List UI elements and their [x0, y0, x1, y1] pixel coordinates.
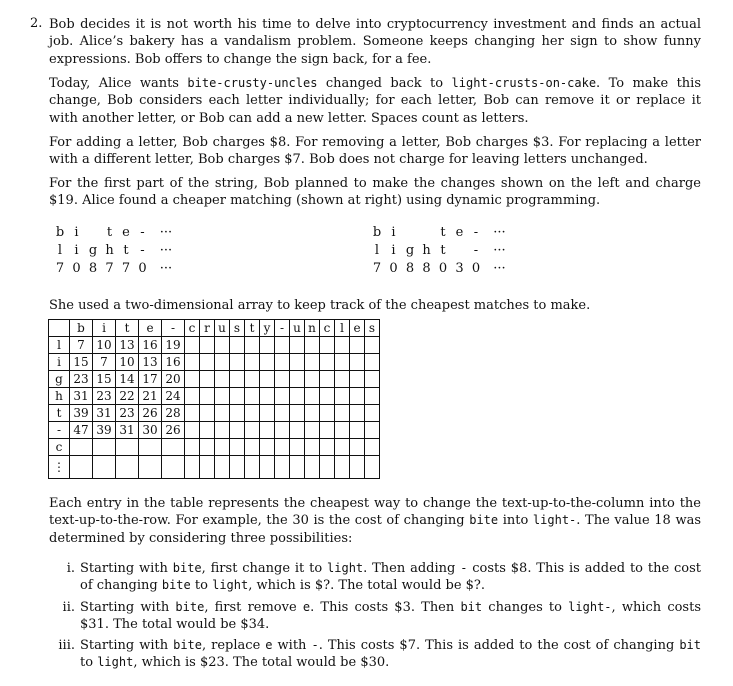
- table-row: [49, 405, 380, 422]
- target-string: light-crusts-on-cake: [451, 76, 597, 90]
- alignment-char: 0: [389, 261, 398, 276]
- item-text: Starting with: [80, 638, 174, 654]
- table-cell: [230, 388, 245, 405]
- item-text: , first change it to: [201, 561, 328, 576]
- table-cell: [275, 337, 290, 354]
- alignment-char: ···: [159, 243, 173, 258]
- table-cell: 28: [162, 405, 185, 422]
- alignment-char: ···: [493, 261, 506, 276]
- table-cell: [305, 354, 320, 371]
- alignment-char: ···: [493, 225, 506, 240]
- table-cell: [185, 337, 200, 354]
- table-cell: [365, 439, 380, 456]
- item-text: , which is $23. The total would be $30.: [133, 655, 390, 671]
- table-cell: [335, 405, 350, 422]
- table-cell: 20: [162, 371, 185, 388]
- table-cell: [335, 354, 350, 371]
- alignment-char: b: [372, 225, 382, 240]
- item-text: , which is $?. The total would be $?.: [248, 578, 486, 594]
- alignment-char: e: [455, 225, 464, 240]
- table-cell: [365, 422, 380, 439]
- row-header: l: [49, 337, 70, 354]
- table-cell: 13: [139, 354, 162, 371]
- column-header: n: [305, 320, 320, 337]
- table-cell: [185, 388, 200, 405]
- table-row: [49, 388, 380, 405]
- table-cell: [260, 337, 275, 354]
- alignment-char: -: [473, 243, 479, 258]
- table-cell: [320, 354, 335, 371]
- table-cell: 26: [162, 422, 185, 439]
- table-cell: [230, 371, 245, 388]
- column-header: -: [275, 320, 290, 337]
- code-text: bit: [679, 638, 701, 653]
- table-cell: [230, 337, 245, 354]
- row-header: i: [49, 354, 70, 371]
- table-cell: [320, 422, 335, 439]
- item-label: i.: [66, 561, 75, 576]
- table-cell: 15: [70, 354, 93, 371]
- code-text: e: [302, 599, 311, 614]
- table-cell: [245, 456, 260, 479]
- table-cell: [215, 456, 230, 479]
- table-header-row: [49, 320, 380, 337]
- table-cell: 7: [70, 337, 93, 354]
- code-text: bit: [460, 599, 483, 614]
- item-text: changes to: [482, 599, 569, 615]
- table-cell: [290, 405, 305, 422]
- table-cell: [305, 439, 320, 456]
- alignment-char: ···: [493, 243, 506, 258]
- table-cell: [116, 439, 139, 456]
- table-cell: [305, 337, 320, 354]
- table-cell: [215, 422, 230, 439]
- alignment-char: 7: [55, 261, 65, 276]
- table-cell: 31: [116, 422, 139, 439]
- alignment-char: -: [140, 225, 145, 240]
- table-cell: [335, 388, 350, 405]
- column-header: s: [230, 320, 245, 337]
- column-header: e: [139, 320, 162, 337]
- table-cell: [162, 439, 185, 456]
- table-cell: [200, 422, 215, 439]
- alignment-char: t: [440, 243, 446, 258]
- table-row: [49, 337, 380, 354]
- item-text: to: [190, 578, 213, 594]
- table-cell: 24: [162, 388, 185, 405]
- table-intro: She used a two-dimensional array to keep track of the cheapest matches to make.: [49, 298, 591, 313]
- table-cell: [365, 337, 380, 354]
- item-label: iii.: [58, 638, 75, 654]
- column-header: c: [185, 320, 200, 337]
- source-string: bite-crusty-uncles: [187, 76, 318, 90]
- item-text: to: [80, 655, 98, 671]
- table-cell: [245, 405, 260, 422]
- table-cell: [185, 405, 200, 422]
- alignment-char: g: [405, 243, 415, 258]
- alignment-char: l: [57, 243, 63, 258]
- table-cell: 10: [116, 354, 139, 371]
- dp-table: [48, 319, 380, 479]
- table-cell: 31: [70, 388, 93, 405]
- table-cell: [275, 354, 290, 371]
- alignment-char: ···: [159, 261, 173, 276]
- table-cell: [245, 388, 260, 405]
- code-text: light: [212, 578, 249, 593]
- table-cell: [93, 439, 116, 456]
- table-cell: [139, 439, 162, 456]
- table-cell: [260, 405, 275, 422]
- table-cell: [290, 456, 305, 479]
- table-cell: [275, 456, 290, 479]
- table-cell: 7: [93, 354, 116, 371]
- table-cell: [116, 456, 139, 479]
- alignment-char: i: [391, 225, 396, 240]
- table-cell: [320, 371, 335, 388]
- table-cell: [215, 337, 230, 354]
- table-cell: [335, 439, 350, 456]
- table-cell: [200, 388, 215, 405]
- problem-number: 2.: [30, 16, 43, 31]
- table-row: [49, 371, 380, 388]
- code-text: bite: [173, 638, 202, 653]
- table-cell: [275, 371, 290, 388]
- table-cell: [290, 354, 305, 371]
- alignment-char: t: [123, 243, 129, 258]
- item-text: . This costs $7. This is added to the cost of changing: [318, 638, 680, 654]
- alignment-char: i: [74, 243, 79, 258]
- plan-paragraph: For the first part of the string, Bob planned to make the changes shown on the left and charge $19. Alice found a cheaper matching (shown at right) using dynamic programming.: [49, 176, 701, 209]
- column-header: t: [116, 320, 139, 337]
- column-header: c: [320, 320, 335, 337]
- code-text: bite: [161, 578, 191, 593]
- alignment-char: h: [422, 243, 431, 258]
- table-cell: 39: [93, 422, 116, 439]
- item-text: , first remove: [204, 599, 303, 615]
- table-row: [49, 422, 380, 439]
- table-cell: [260, 439, 275, 456]
- code-text: light-: [568, 599, 612, 614]
- table-cell: [260, 456, 275, 479]
- table-cell: [350, 354, 365, 371]
- alignment-char: h: [105, 243, 114, 258]
- cost-paragraph: For adding a letter, Bob charges $8. For removing a letter, Bob charges $3. For replacing a letter with a different letter, Bob charges $7. Bob does not charge for leaving letters unchanged.: [49, 135, 701, 168]
- table-cell: [350, 337, 365, 354]
- alignment-char: 0: [72, 261, 81, 276]
- table-cell: [200, 456, 215, 479]
- alignment-char: 0: [138, 261, 147, 276]
- column-header: i: [93, 320, 116, 337]
- table-cell: [320, 388, 335, 405]
- table-corner: [49, 320, 70, 337]
- table-cell: 23: [116, 405, 139, 422]
- item-text: Starting with: [80, 561, 173, 576]
- item-text: with: [272, 638, 312, 654]
- table-cell: [320, 405, 335, 422]
- alignment-char: i: [74, 225, 79, 240]
- table-cell: 17: [139, 371, 162, 388]
- column-header: y: [260, 320, 275, 337]
- table-cell: [260, 371, 275, 388]
- table-cell: 10: [93, 337, 116, 354]
- code-text: -: [460, 561, 468, 575]
- table-cell: [350, 422, 365, 439]
- table-cell: [200, 439, 215, 456]
- table-cell: [70, 439, 93, 456]
- alignment-char: i: [391, 243, 396, 258]
- table-row: [49, 439, 380, 456]
- table-cell: [350, 405, 365, 422]
- table-cell: [305, 456, 320, 479]
- table-cell: [230, 439, 245, 456]
- table-row: [49, 456, 380, 479]
- table-cell: [365, 371, 380, 388]
- table-cell: 23: [93, 388, 116, 405]
- item-text: , replace: [202, 638, 266, 654]
- alignment-char: 0: [438, 261, 448, 276]
- possibility-item: [49, 560, 701, 595]
- alignment-char: 7: [121, 261, 131, 276]
- table-cell: 22: [116, 388, 139, 405]
- possibility-item: [49, 599, 701, 634]
- column-header: u: [290, 320, 305, 337]
- table-cell: [70, 456, 93, 479]
- table-cell: 31: [93, 405, 116, 422]
- item-text: . Then adding: [363, 561, 461, 576]
- table-cell: [200, 337, 215, 354]
- table-cell: 23: [70, 371, 93, 388]
- item-label: ii.: [62, 599, 75, 615]
- table-cell: [290, 371, 305, 388]
- item-text: costs $8. This is added to the cost of changing: [80, 561, 701, 594]
- row-header: ⋮: [49, 456, 70, 479]
- table-cell: [305, 371, 320, 388]
- table-cell: [139, 456, 162, 479]
- row-header: c: [49, 439, 70, 456]
- alignment-char: 8: [405, 261, 415, 276]
- table-cell: [215, 439, 230, 456]
- alignment-char: t: [440, 225, 446, 240]
- alignment-char: 8: [88, 261, 98, 276]
- table-cell: 26: [139, 405, 162, 422]
- table-cell: 16: [162, 354, 185, 371]
- table-cell: [185, 439, 200, 456]
- table-cell: [260, 388, 275, 405]
- table-cell: [245, 337, 260, 354]
- table-cell: [275, 439, 290, 456]
- possibility-item: [49, 637, 701, 672]
- table-cell: 15: [93, 371, 116, 388]
- explanation-paragraph: Each entry in the table represents the cheapest way to change the text-up-to-the-column into the text-up-to-the-row. For example, the 30 is the cost of changing bite into light-. The value 18 was determined by considering three possibilities:: [49, 496, 701, 546]
- table-cell: [215, 354, 230, 371]
- column-header: s: [365, 320, 380, 337]
- table-cell: [320, 337, 335, 354]
- table-cell: [365, 405, 380, 422]
- row-header: -: [49, 422, 70, 439]
- column-header: -: [162, 320, 185, 337]
- table-cell: [260, 422, 275, 439]
- table-cell: [365, 456, 380, 479]
- table-cell: [245, 354, 260, 371]
- column-header: r: [200, 320, 215, 337]
- table-cell: [245, 422, 260, 439]
- table-cell: [365, 354, 380, 371]
- task-paragraph: Today, Alice wants bite-crusty-uncles changed back to light-crusts-on-cake. To make this change, Bob considers each letter individually; for each letter, Bob can remove it or replace it with another letter, or Bob can add a new letter. Spaces count as letters.: [49, 76, 702, 126]
- table-cell: [350, 388, 365, 405]
- alignment-char: -: [473, 225, 479, 240]
- item-text: Starting with: [80, 599, 176, 615]
- table-cell: [275, 388, 290, 405]
- table-cell: [215, 371, 230, 388]
- table-cell: [215, 405, 230, 422]
- table-cell: [245, 371, 260, 388]
- table-cell: [230, 422, 245, 439]
- alignment-char: 8: [422, 261, 431, 276]
- table-cell: 47: [70, 422, 93, 439]
- table-cell: [275, 422, 290, 439]
- alignment-char: 7: [372, 261, 382, 276]
- table-cell: [290, 337, 305, 354]
- table-cell: [335, 456, 350, 479]
- table-cell: [185, 456, 200, 479]
- table-cell: [350, 456, 365, 479]
- table-cell: 19: [162, 337, 185, 354]
- column-header: e: [350, 320, 365, 337]
- table-row: [49, 354, 380, 371]
- column-header: u: [215, 320, 230, 337]
- table-cell: [162, 456, 185, 479]
- alignment-char: ···: [159, 225, 173, 240]
- table-cell: 13: [116, 337, 139, 354]
- table-cell: [185, 354, 200, 371]
- table-cell: [93, 456, 116, 479]
- table-cell: [185, 371, 200, 388]
- intro-paragraph: Bob decides it is not worth his time to delve into cryptocurrency investment and finds an actual job. Alice’s bakery has a vandalism problem. Someone keeps changing her sign to show funny expressions. Bob offers to change the sign back, for a fee.: [49, 17, 701, 67]
- table-cell: [215, 388, 230, 405]
- table-cell: [230, 354, 245, 371]
- table-cell: [200, 371, 215, 388]
- table-cell: [290, 388, 305, 405]
- possibilities-list: [49, 560, 701, 676]
- table-cell: [320, 439, 335, 456]
- column-header: b: [70, 320, 93, 337]
- code-text: -: [311, 638, 319, 653]
- code-text: light: [97, 655, 134, 670]
- table-cell: [305, 405, 320, 422]
- table-cell: [350, 371, 365, 388]
- table-cell: [350, 439, 365, 456]
- alignment-char: g: [88, 243, 98, 258]
- table-cell: [320, 456, 335, 479]
- table-cell: [335, 337, 350, 354]
- table-cell: [200, 354, 215, 371]
- table-cell: [290, 439, 305, 456]
- alignment-char: 7: [105, 261, 114, 276]
- table-cell: [275, 405, 290, 422]
- table-cell: [365, 388, 380, 405]
- table-cell: 21: [139, 388, 162, 405]
- table-cell: 30: [139, 422, 162, 439]
- table-cell: [260, 354, 275, 371]
- table-cell: 16: [139, 337, 162, 354]
- row-header: g: [49, 371, 70, 388]
- table-cell: [230, 405, 245, 422]
- item-text: . This costs $3. Then: [310, 599, 461, 615]
- code-text: bite: [175, 599, 205, 614]
- table-cell: 14: [116, 371, 139, 388]
- alignment-char: b: [55, 225, 65, 240]
- row-header: h: [49, 388, 70, 405]
- code-text: light: [327, 561, 364, 575]
- alignment-char: 0: [471, 261, 481, 276]
- table-cell: [305, 422, 320, 439]
- row-header: t: [49, 405, 70, 422]
- table-cell: 39: [70, 405, 93, 422]
- alignment-char: l: [374, 243, 380, 258]
- column-header: l: [335, 320, 350, 337]
- table-cell: [290, 422, 305, 439]
- table-cell: [185, 422, 200, 439]
- table-cell: [230, 456, 245, 479]
- table-cell: [305, 388, 320, 405]
- alignment-char: -: [140, 243, 145, 258]
- alignment-char: t: [106, 225, 113, 240]
- table-cell: [200, 405, 215, 422]
- code-text: e: [265, 638, 273, 653]
- item-text: , which costs $31. The total would be $34.: [80, 599, 701, 632]
- table-cell: [335, 371, 350, 388]
- table-cell: [335, 422, 350, 439]
- table-cell: [245, 439, 260, 456]
- code-text: bite: [172, 561, 202, 575]
- alignment-char: 3: [455, 261, 464, 276]
- alignment-char: e: [122, 225, 130, 240]
- column-header: t: [245, 320, 260, 337]
